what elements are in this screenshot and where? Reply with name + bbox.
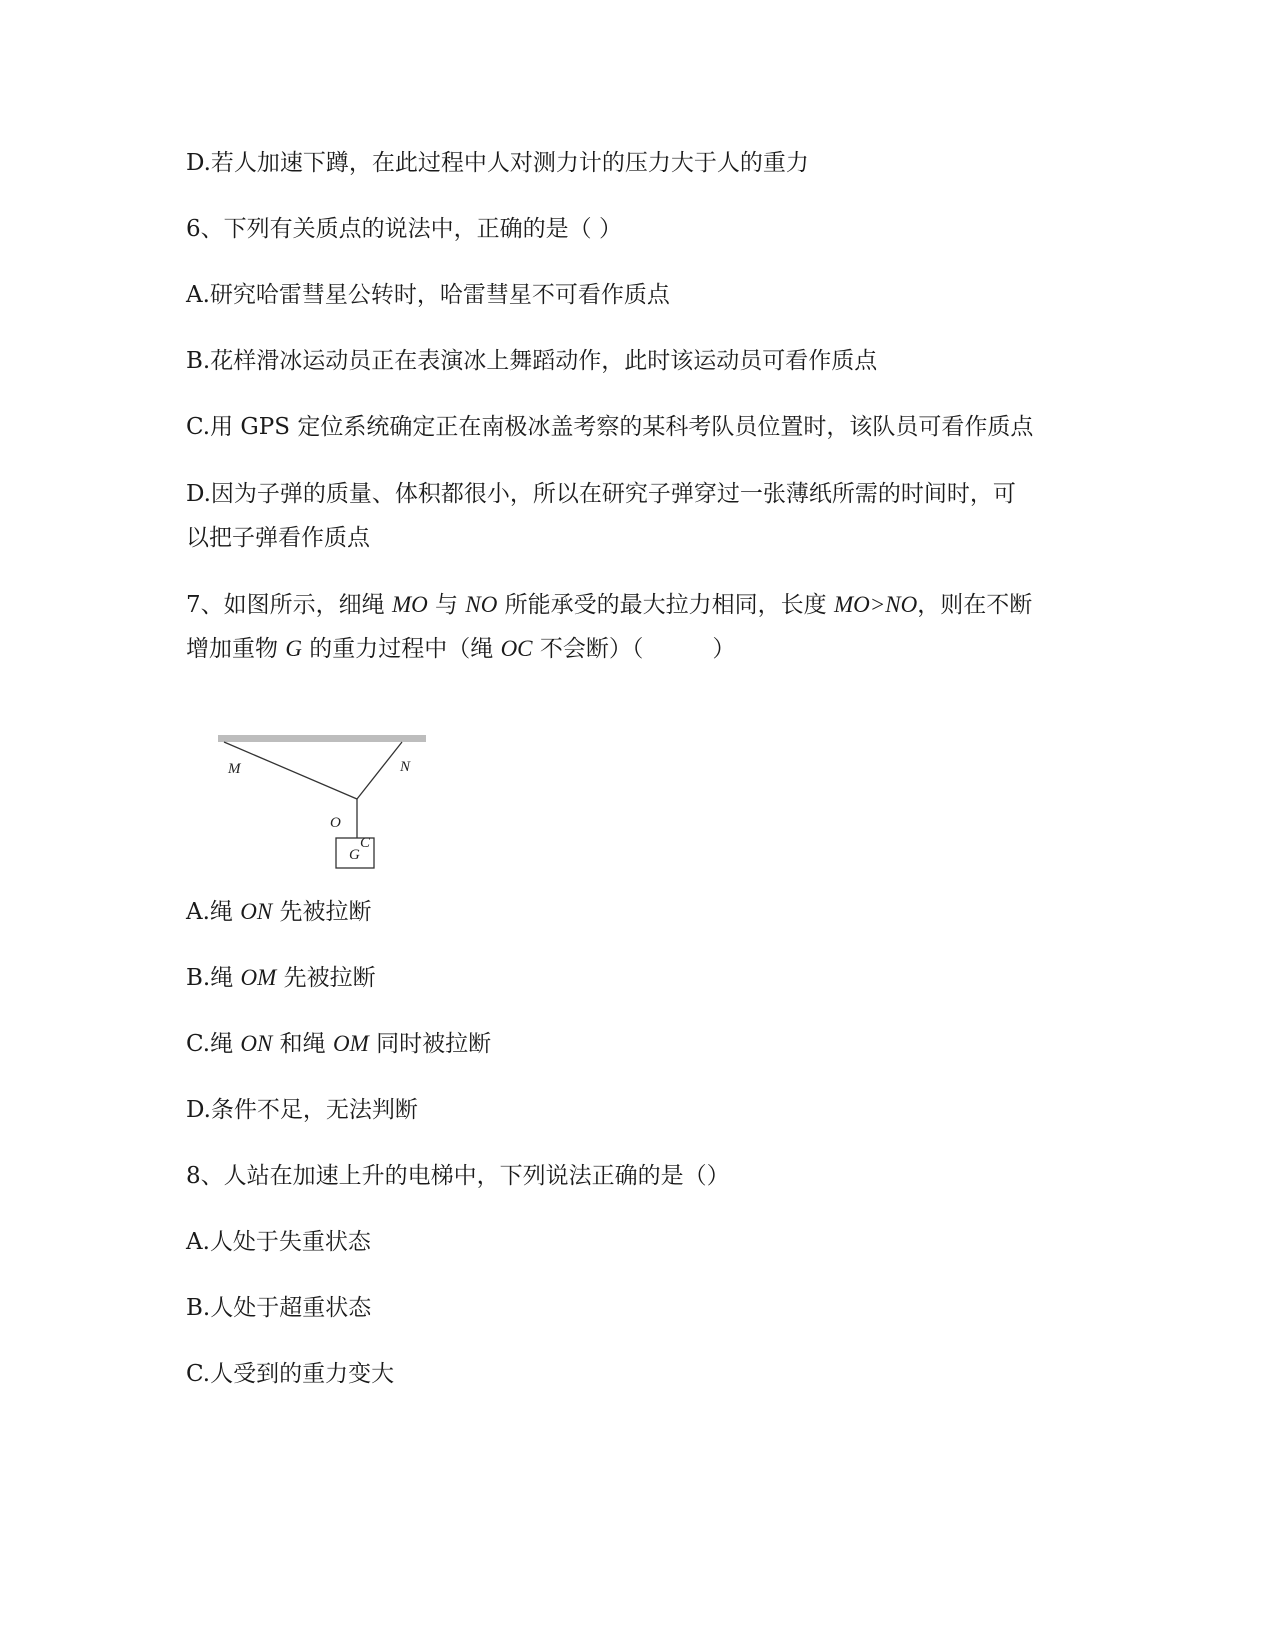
stem-text: 的重力过程中（绳 — [301, 636, 501, 662]
label-n: N — [400, 759, 411, 775]
label-g: G — [349, 847, 360, 863]
stem-text: 与 — [427, 592, 466, 618]
rope-on-label: ON — [240, 899, 273, 924]
question-8-option-c: C.人受到的重力变大 — [186, 1361, 395, 1387]
label-c: C — [360, 835, 371, 851]
rope-diagram — [218, 735, 448, 907]
question-6-option-d-continued: 以把子弹看作质点 — [186, 525, 370, 551]
weight-g-label: G — [285, 636, 302, 661]
option-text: 先被拉断 — [276, 965, 376, 991]
label-m: M — [228, 761, 241, 777]
previous-question-option-d: D.若人加速下蹲，在此过程中人对测力计的压力大于人的重力 — [186, 150, 809, 176]
option-text: B.绳 — [186, 965, 241, 991]
label-o: O — [330, 815, 341, 831]
option-text: A.绳 — [186, 899, 241, 925]
question-6-option-d: D.因为子弹的质量、体积都很小，所以在研究子弹穿过一张薄纸所需的时间时，可 — [186, 481, 1016, 507]
question-7-stem-line-1 — [186, 590, 1032, 620]
option-text: D.条件不足，无法判断 — [186, 1097, 418, 1123]
rope-mo-label: MO — [391, 592, 428, 617]
option-text: 同时被拉断 — [368, 1031, 492, 1057]
rope-no-label: NO — [465, 592, 498, 617]
stem-text: 7、如图所示，细绳 — [186, 592, 392, 618]
question-6-option-a: A.研究哈雷彗星公转时，哈雷彗星不可看作质点 — [186, 282, 670, 308]
length-comparison: MO>NO — [833, 592, 918, 617]
question-7-option-c — [186, 1029, 491, 1059]
question-7-option-d — [186, 1095, 418, 1125]
question-6-option-c: C.用 GPS 定位系统确定正在南极冰盖考察的某科考队员位置时，该队员可看作质点 — [186, 414, 1034, 440]
stem-text: 不会断）（ ） — [532, 636, 736, 662]
question-8-option-a: A.人处于失重状态 — [186, 1229, 371, 1255]
stem-text: 增加重物 — [186, 636, 286, 662]
ceiling — [218, 735, 426, 742]
question-7-option-a — [186, 897, 372, 927]
rope-oc-label: OC — [500, 636, 533, 661]
stem-text: 所能承受的最大拉力相同，长度 — [497, 592, 834, 618]
rope-om-label: OM — [240, 965, 277, 990]
question-6-option-b: B.花样滑冰运动员正在表演冰上舞蹈动作，此时该运动员可看作质点 — [186, 348, 878, 374]
stem-text: ，则在不断 — [917, 592, 1033, 618]
rope-no — [357, 742, 402, 799]
question-7-option-b — [186, 963, 376, 993]
rope-om-label: OM — [332, 1031, 369, 1056]
option-text: 先被拉断 — [272, 899, 372, 925]
question-6-stem: 6、下列有关质点的说法中，正确的是（ ） — [186, 216, 622, 242]
rope-mo — [224, 742, 357, 799]
question-8-option-b: B.人处于超重状态 — [186, 1295, 372, 1321]
rope-on-label: ON — [240, 1031, 273, 1056]
option-text: 和绳 — [272, 1031, 333, 1057]
question-8-stem: 8、人站在加速上升的电梯中，下列说法正确的是（） — [186, 1163, 730, 1189]
question-7-stem-line-2 — [186, 634, 735, 664]
option-text: C.绳 — [186, 1031, 241, 1057]
